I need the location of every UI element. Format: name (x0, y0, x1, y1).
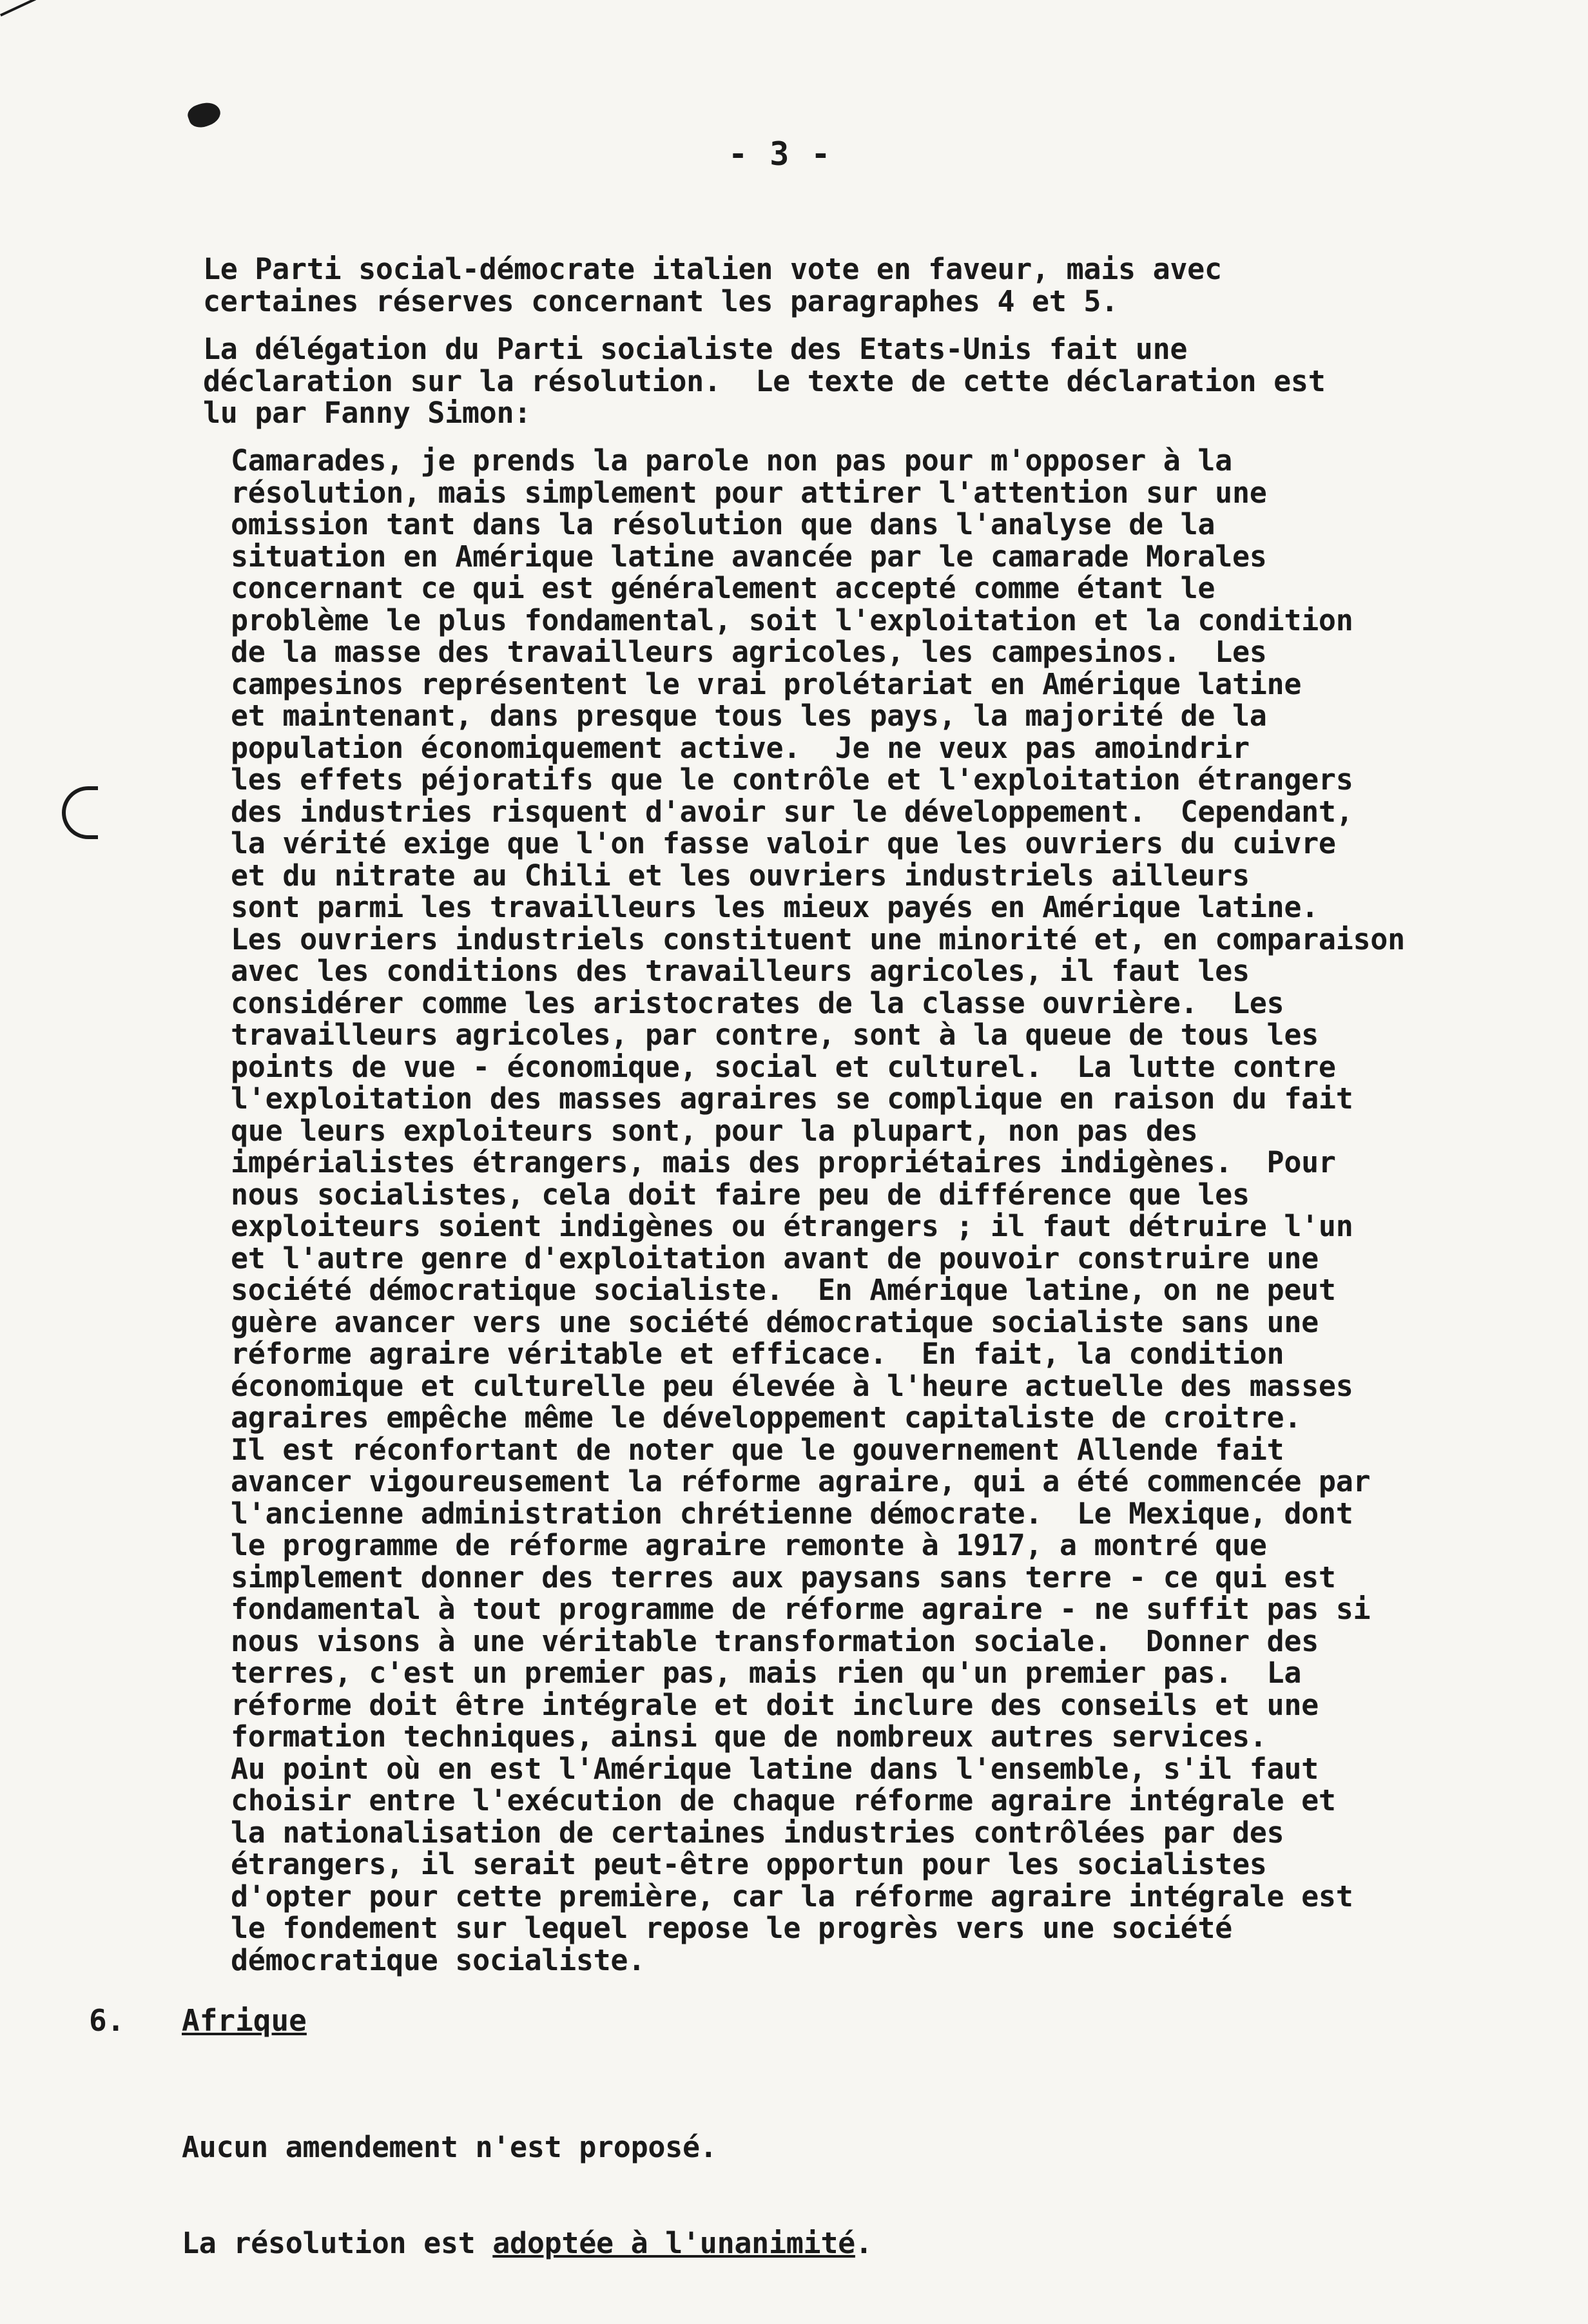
text-fragment: La résolution est (182, 2225, 493, 2260)
text-line: nous visons à une véritable transformation sociale. Donner des (231, 1623, 1319, 1658)
text-line: La délégation du Parti socialiste des Etats-Unis fait une (203, 332, 1188, 366)
text-line: guère avancer vers une société démocratique socialiste sans une (231, 1304, 1319, 1339)
text-line: réforme agraire véritable et efficace. En fait, la condition (231, 1337, 1284, 1371)
text-line: le programme de réforme agraire remonte à 1917, a montré que (231, 1528, 1267, 1562)
text-line: problème le plus fondamental, soit l'exploitation et la condition (231, 603, 1353, 637)
text-line: formation techniques, ainsi que de nombreux autres services. (231, 1719, 1267, 1754)
text-line: les effets péjoratifs que le contrôle et l'exploitation étrangers (231, 762, 1353, 797)
text-line: Les ouvriers industriels constituent une minorité et, en comparaison (231, 922, 1405, 956)
text-line: situation en Amérique latine avancée par le camarade Morales (231, 539, 1267, 574)
quoted-declaration (231, 445, 1405, 1976)
text-line: Le Parti social-démocrate italien vote en faveur, mais avec (203, 252, 1222, 286)
text-line: réforme doit être intégrale et doit inclure des conseils et une (231, 1687, 1319, 1722)
text-line: agraires empêche même le développement capitaliste de croitre. (231, 1400, 1302, 1435)
text-line (182, 2227, 873, 2260)
text-line: que leurs exploiteurs sont, pour la plupart, non pas des (231, 1113, 1198, 1148)
text-line: avancer vigoureusement la réforme agraire, qui a été commencée par (231, 1464, 1371, 1498)
section-number: 6. (89, 2003, 125, 2038)
text-line: des industries risquent d'avoir sur le développement. Cependant, (231, 794, 1353, 829)
text-line: de la masse des travailleurs agricoles, les campesinos. Les (231, 635, 1267, 669)
paragraph-afrique (182, 2067, 873, 2323)
text-line: l'ancienne administration chrétienne démocrate. Le Mexique, dont (231, 1496, 1353, 1531)
text-line: Aucun amendement n'est proposé. (182, 2130, 717, 2164)
text-line: impérialistes étrangers, mais des propriétaires indigènes. Pour (231, 1145, 1336, 1179)
margin-bracket-mark (62, 786, 98, 839)
text-line: société démocratique socialiste. En Amérique latine, on ne peut (231, 1273, 1336, 1307)
text-line: la vérité exige que l'on fasse valoir que les ouvriers du cuivre (231, 826, 1336, 860)
text-line: omission tant dans la résolution que dans l'analyse de la (231, 507, 1215, 541)
text-line: la nationalisation de certaines industries contrôlées par des (231, 1815, 1284, 1850)
text-line: Au point où en est l'Amérique latine dans l'ensemble, s'il faut (231, 1751, 1319, 1786)
text-line: travailleurs agricoles, par contre, sont à la queue de tous les (231, 1018, 1319, 1052)
text-line: et maintenant, dans presque tous les pays, la majorité de la (231, 699, 1267, 733)
text-line: nous socialistes, cela doit faire peu de différence que les (231, 1177, 1250, 1212)
adopted-unanimously-text: adoptée à l'unanimité (492, 2225, 855, 2260)
text-line: simplement donner des terres aux paysans sans terre - ce qui est (231, 1560, 1336, 1594)
text-line: population économiquement active. Je ne veux pas amoindrir (231, 730, 1250, 765)
text-line: économique et culturelle peu élevée à l'heure actuelle des masses (231, 1368, 1353, 1403)
text-line: déclaration sur la résolution. Le texte de cette déclaration est (203, 363, 1326, 398)
text-line: démocratique socialiste. (231, 1942, 646, 1977)
section-title: Afrique (182, 2003, 307, 2038)
text-line: et du nitrate au Chili et les ouvriers industriels ailleurs (231, 858, 1250, 893)
text-fragment: . (855, 2225, 873, 2260)
text-line: résolution, mais simplement pour attirer l'attention sur une (231, 475, 1267, 510)
text-line: Camarades, je prends la parole non pas pour m'opposer à la (231, 443, 1232, 478)
text-line: le fondement sur lequel repose le progrès vers une société (231, 1911, 1232, 1945)
page-number: - 3 - (728, 135, 832, 173)
text-line: points de vue - économique, social et culturel. La lutte contre (231, 1049, 1336, 1084)
text-line: choisir entre l'exécution de chaque réforme agraire intégrale et (231, 1783, 1336, 1817)
text-line: lu par Fanny Simon: (203, 396, 532, 430)
paragraph-us-delegation (203, 333, 1326, 429)
text-line: concernant ce qui est généralement accepté comme étant le (231, 571, 1215, 605)
text-line: Il est réconfortant de noter que le gouvernement Allende fait (231, 1432, 1284, 1467)
text-line: campesinos représentent le vrai prolétariat en Amérique latine (231, 666, 1302, 701)
text-line: terres, c'est un premier pas, mais rien qu'un premier pas. La (231, 1656, 1302, 1690)
corner-scan-mark (0, 0, 36, 17)
text-line: sont parmi les travailleurs les mieux payés en Amérique latine. (231, 890, 1319, 924)
text-line: d'opter pour cette première, car la réforme agraire intégrale est (231, 1879, 1353, 1913)
text-line: fondamental à tout programme de réforme agraire - ne suffit pas si (231, 1592, 1371, 1626)
text-line: l'exploitation des masses agraires se complique en raison du fait (231, 1081, 1353, 1116)
paragraph-italian-vote (203, 253, 1222, 317)
text-line: certaines réserves concernant les paragraphes 4 et 5. (203, 284, 1118, 318)
text-line: avec les conditions des travailleurs agricoles, il faut les (231, 954, 1250, 988)
text-line: étrangers, il serait peut-être opportun pour les socialistes (231, 1847, 1267, 1881)
text-line: et l'autre genre d'exploitation avant de pouvoir construire une (231, 1241, 1319, 1275)
ink-blot-mark (185, 99, 223, 131)
text-line: exploiteurs soient indigènes ou étrangers ; il faut détruire l'un (231, 1209, 1353, 1243)
text-line: considérer comme les aristocrates de la classe ouvrière. Les (231, 985, 1284, 1020)
